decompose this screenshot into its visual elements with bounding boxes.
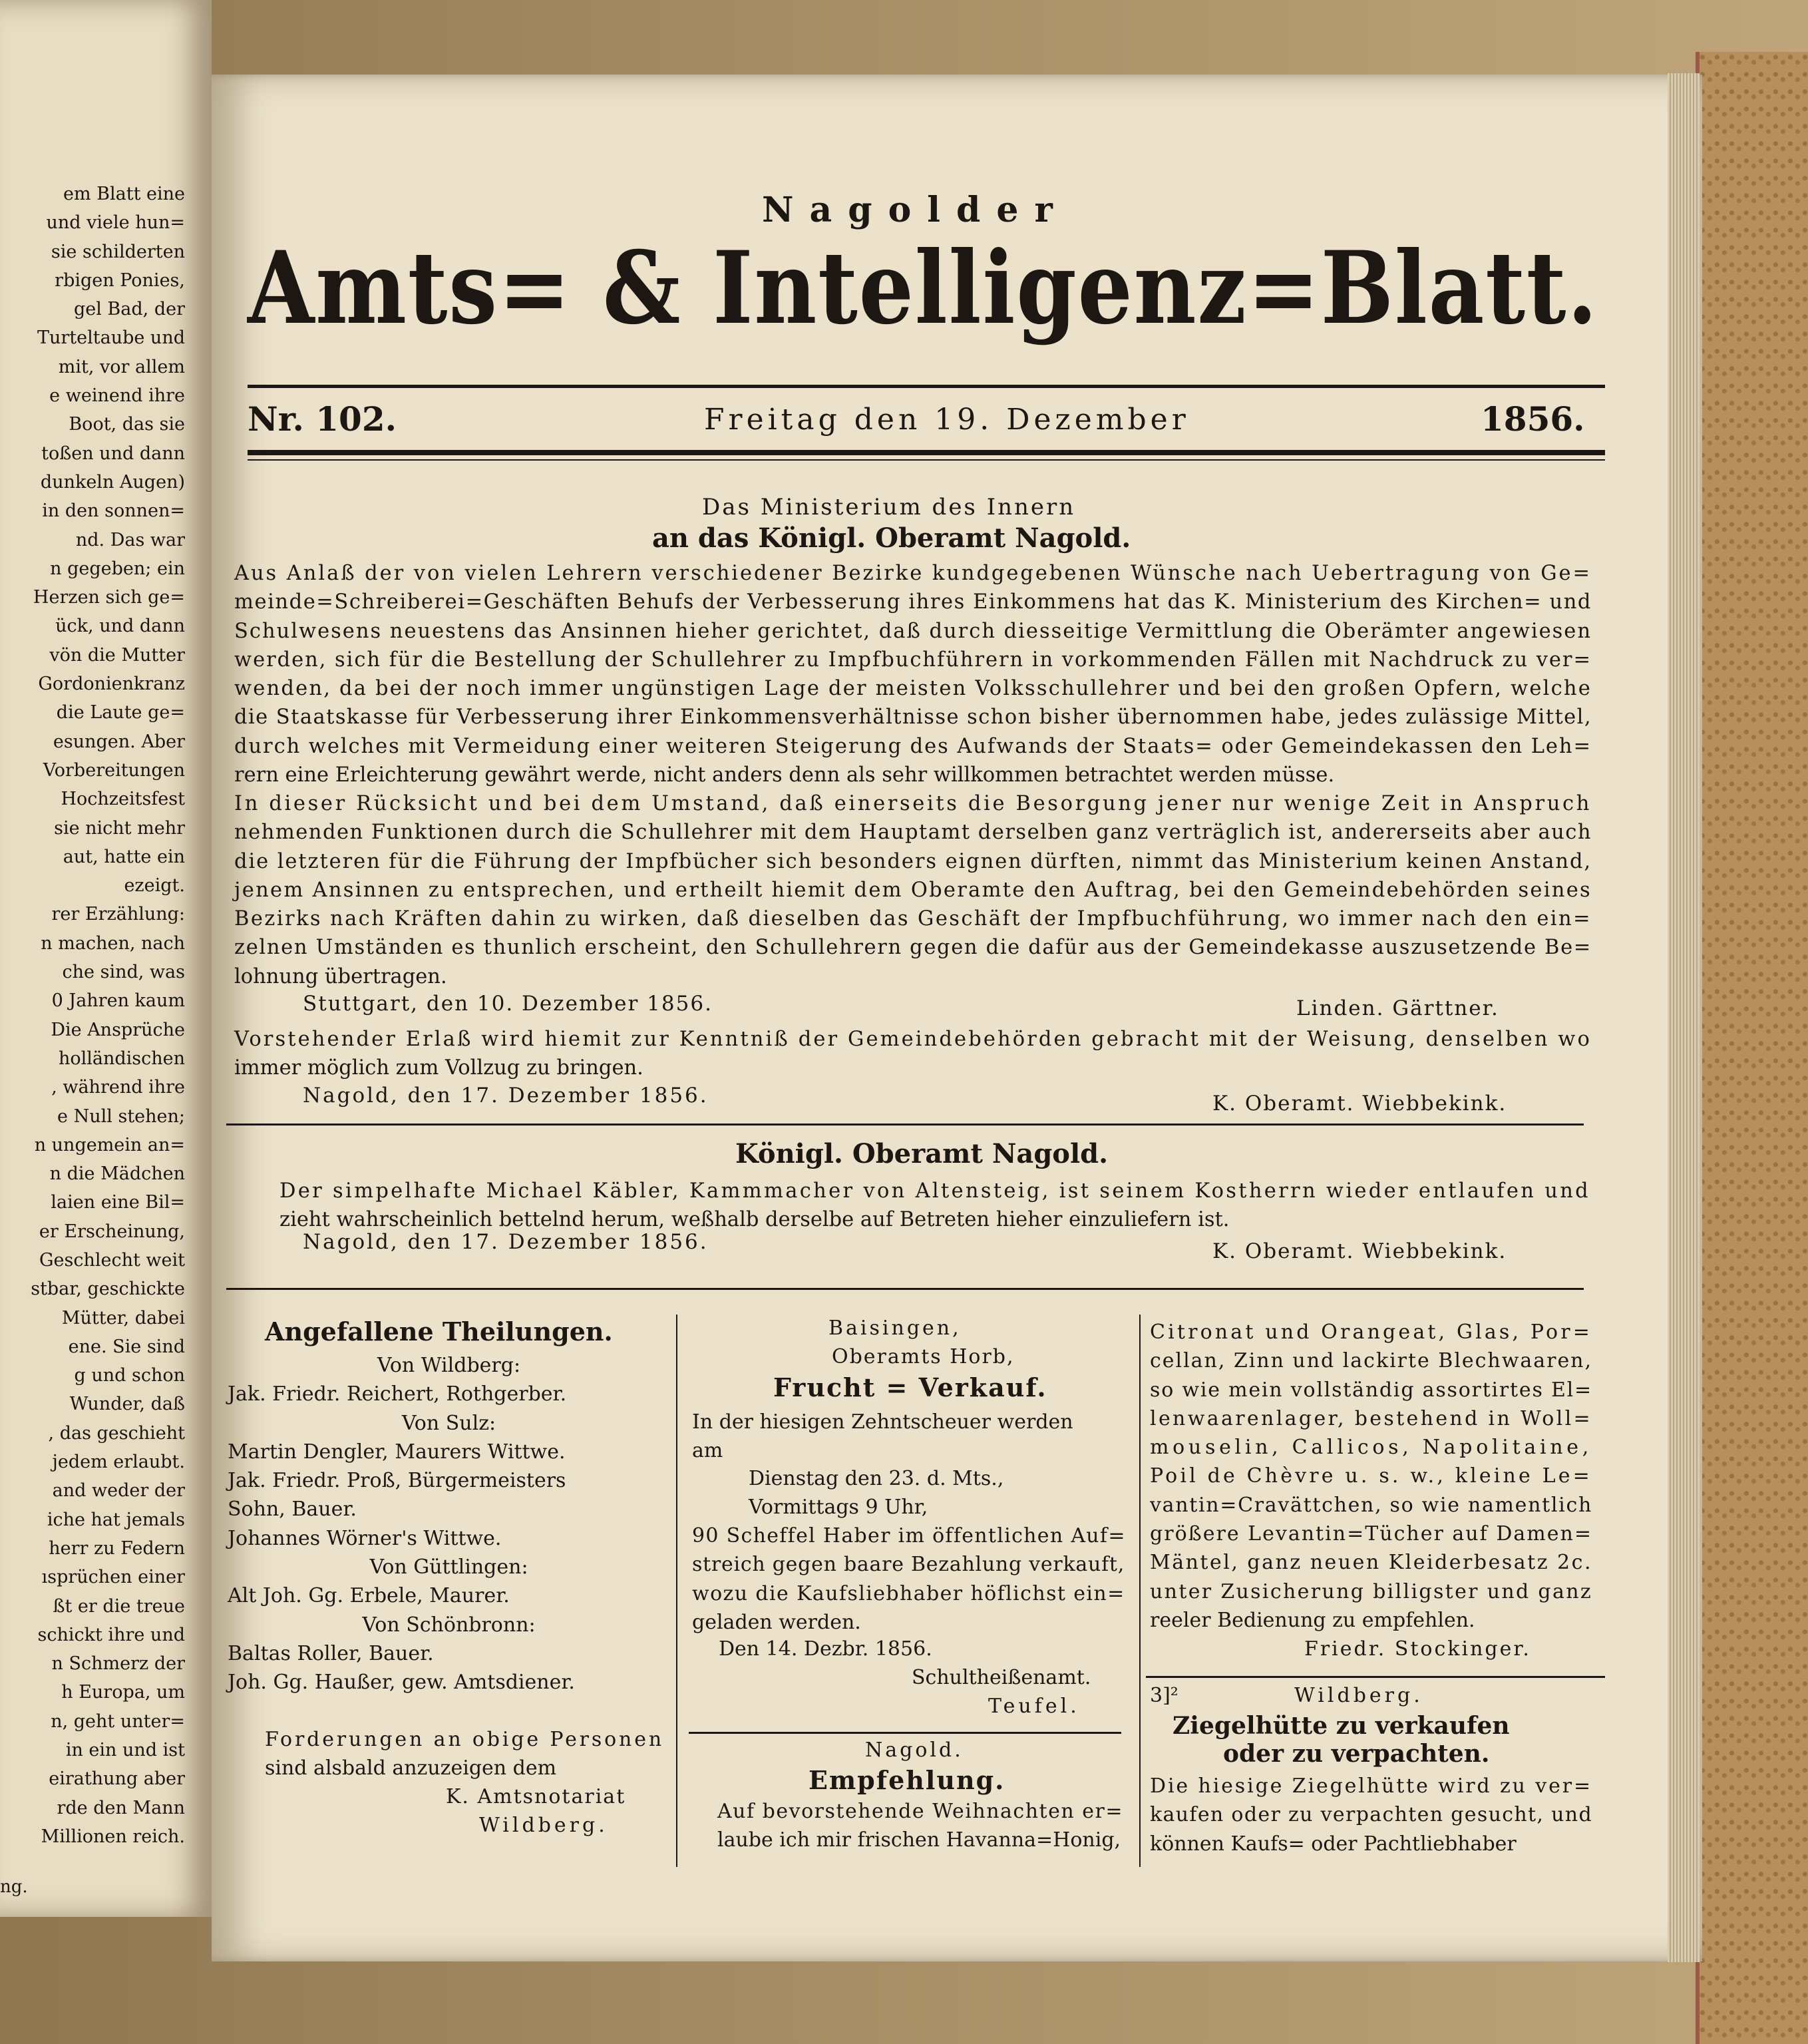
text-line: sind alsbald anzuzeigen dem <box>265 1756 557 1780</box>
text-line: iche hat jemals <box>47 1509 185 1530</box>
notice1-addendum-signature: K. Oberamt. Wiebbekink. <box>1212 1092 1507 1116</box>
text-line: rer Erzählung: <box>51 904 185 925</box>
list-item: Joh. Gg. Haußer, gew. Amtsdiener. <box>228 1671 575 1695</box>
text-line: laube ich mir frischen Havanna=Honig, <box>717 1828 1121 1852</box>
notice1-heading1: Das Ministerium des Innern <box>702 494 1076 520</box>
notice2-heading: Königl. Oberamt Nagold. <box>735 1138 1109 1169</box>
text-line: and weder der <box>52 1480 185 1502</box>
col3-ad-place: Wildberg. <box>1294 1684 1423 1707</box>
col2-ad2-place: Nagold. <box>865 1738 964 1762</box>
notice1-heading2: an das Königl. Oberamt Nagold. <box>652 522 1131 554</box>
list-item: Von Sulz: <box>401 1411 496 1435</box>
text-line: n, geht unter= <box>51 1711 185 1732</box>
notice2-place: Nagold, den 17. Dezember 1856. <box>303 1230 709 1254</box>
text-line: che sind, was <box>62 962 185 983</box>
text-line: aut, hatte ein <box>63 846 185 867</box>
text-line: durch welches mit Vermeidung einer weiteren Steigerung des Aufwands der Staats= oder Gemeindekassen den Leh= <box>234 734 1592 758</box>
left-page-text-column <box>0 180 185 1851</box>
text-line: Auf bevorstehende Weihnachten er= <box>717 1800 1123 1823</box>
text-line: und viele hun= <box>46 212 185 234</box>
text-line: dunkeln Augen) <box>40 471 185 493</box>
text-line: Turteltaube und <box>37 327 185 349</box>
col2-ad2-text <box>717 1797 1123 1855</box>
list-item: Sohn, Bauer. <box>228 1498 357 1522</box>
col1-closing <box>265 1725 664 1783</box>
text-line: ßt er die treue <box>53 1595 185 1617</box>
left-page <box>0 0 212 1917</box>
text-line: In der hiesigen Zehntscheuer werden <box>692 1410 1073 1434</box>
text-line: g und schon <box>74 1365 185 1386</box>
page-edges <box>1668 73 1700 1962</box>
text-line: die Laute ge= <box>56 702 185 723</box>
col2-text-c <box>692 1522 1126 1637</box>
text-line: kaufen oder zu verpachten gesucht, und <box>1150 1803 1592 1827</box>
list-item: Alt Joh. Gg. Erbele, Maurer. <box>228 1584 510 1608</box>
text-line: lenwaarenlager, bestehend in Woll= <box>1150 1406 1592 1430</box>
text-line: rde den Mann <box>57 1797 185 1818</box>
text-line: ısprüchen einer <box>41 1567 185 1588</box>
text-line: streich gegen baare Bezahlung verkauft, <box>692 1553 1125 1577</box>
notice2-signature: K. Oberamt. Wiebbekink. <box>1212 1239 1507 1263</box>
text-line: immer möglich zum Vollzug zu bringen. <box>234 1056 643 1080</box>
text-line: Hochzeitsfest <box>61 789 185 810</box>
col3-ad-text <box>1150 1772 1592 1858</box>
text-line: rern eine Erleichterung gewährt werde, nicht anders denn als sehr willkommen betrachtet werden müsse. <box>234 763 1335 787</box>
text-line: Wunder, daß <box>69 1394 185 1415</box>
text-line: Die hiesige Ziegelhütte wird zu ver= <box>1150 1774 1592 1798</box>
text-line: unter Zusicherung billigster und ganz <box>1150 1579 1592 1603</box>
text-line: ene. Sie sind <box>68 1336 185 1357</box>
text-line: können Kaufs= oder Pachtliebhaber <box>1150 1832 1517 1856</box>
text-line: zelnen Umständen es thunlich erscheint, den Schullehrern gegen die dafür aus der Gemeindekasse auszusetzende Be= <box>234 936 1592 960</box>
text-line: Citronat und Orangeat, Glas, Por= <box>1150 1321 1592 1344</box>
text-line: 90 Scheffel Haber im öffentlichen Auf= <box>692 1524 1126 1547</box>
text-line: n ungemein an= <box>34 1134 185 1155</box>
text-line: n die Mädchen <box>49 1163 185 1185</box>
text-line: stbar, geschickte <box>31 1279 185 1300</box>
text-line: schickt ihre und <box>37 1624 185 1645</box>
col3-divider <box>1146 1676 1605 1678</box>
list-item: Von Wildberg: <box>377 1354 521 1377</box>
text-line: Der simpelhafte Michael Käbler, Kammmacher von Altensteig, ist seinem Kostherrn wieder entlaufen und <box>279 1179 1590 1203</box>
text-line: Mütter, dabei <box>61 1307 185 1329</box>
col3-signature: Friedr. Stockinger. <box>1304 1637 1531 1661</box>
text-line: vantin=Cravättchen, so wie namentlich <box>1150 1493 1592 1517</box>
text-line: e weinend ihre <box>49 385 185 407</box>
text-line: in ein und ist <box>65 1740 185 1761</box>
col2-place: Baisingen, <box>828 1317 962 1340</box>
text-line: eirathung aber <box>49 1768 185 1790</box>
text-line: h Europa, um <box>61 1682 185 1703</box>
text-line: Dienstag den 23. d. Mts., <box>749 1467 1004 1490</box>
col3-ad-heading1: Ziegelhütte zu verkaufen <box>1173 1712 1510 1740</box>
text-line: ück, und dann <box>55 616 185 637</box>
text-line: die Staatskasse für Verbesserung ihrer Einkommensverhältnisse schon bisher übernommen habe, jedes zulässige Mittel, <box>234 706 1592 729</box>
list-item: Jak. Friedr. Proß, Bürgermeisters <box>228 1469 566 1493</box>
col2-subplace: Oberamts Horb, <box>832 1345 1015 1368</box>
text-line: vön die Mutter <box>49 644 185 666</box>
text-line: n Schmerz der <box>51 1653 185 1675</box>
col2-text-b <box>749 1464 1003 1522</box>
text-line: Forderungen an obige Personen <box>265 1728 664 1751</box>
notice1-paragraph2 <box>234 789 1592 991</box>
text-line: , das geschieht <box>48 1422 185 1444</box>
list-item: Martin Dengler, Maurers Wittwe. <box>228 1440 566 1464</box>
notice1-place-date: Stuttgart, den 10. Dezember 1856. <box>303 992 713 1016</box>
text-line: meinde=Schreiberei=Geschäften Behufs der Verbesserung ihres Einkommens hat das K. Ministerium des Kirchen= und <box>234 590 1592 614</box>
text-line: mit, vor allem <box>58 356 185 377</box>
column-rule-1 <box>676 1315 677 1867</box>
text-line: Poil de Chèvre u. s. w., kleine Le= <box>1150 1464 1592 1488</box>
text-line: gel Bad, der <box>73 299 185 320</box>
text-line: in den sonnen= <box>42 501 185 522</box>
text-line: sie nicht mehr <box>54 817 185 839</box>
text-line: Vormittags 9 Uhr, <box>749 1496 928 1520</box>
text-line: am <box>692 1439 723 1463</box>
text-line: wozu die Kaufsliebhaber höflichst ein= <box>692 1581 1125 1605</box>
text-line: Aus Anlaß der von vielen Lehrern verschiedener Bezirke kundgegebenen Wünsche nach Uebertragung von Ge= <box>234 562 1592 585</box>
col3-ad-mark: 3]² <box>1150 1684 1178 1707</box>
text-line: jenem Ansinnen zu entsprechen, und ertheilt hiemit dem Oberamte den Auftrag, bei den Gemeindebehörden seines <box>234 878 1592 902</box>
text-line: toßen und dann <box>41 443 185 464</box>
col1-heading: Angefallene Theilungen. <box>265 1317 613 1346</box>
list-item: Jak. Friedr. Reichert, Rothgerber. <box>228 1382 567 1406</box>
text-line: nd. Das war <box>75 529 185 550</box>
text-line: rbigen Ponies, <box>55 270 185 291</box>
col2-signature: Teufel. <box>988 1695 1080 1718</box>
notice1-divider <box>226 1124 1584 1125</box>
text-line: jedem erlaubt. <box>52 1452 185 1473</box>
text-line: holländischen <box>58 1048 185 1069</box>
text-line: , während ihre <box>51 1077 185 1098</box>
col2-divider <box>689 1732 1121 1734</box>
text-line: Mäntel, ganz neuen Kleiderbesatz 2c. <box>1150 1551 1592 1575</box>
text-line: 0 Jahren kaum <box>51 990 185 1012</box>
masthead-title: Amts= & Intelligenz=Blatt. <box>248 230 1598 347</box>
text-line: lohnung übertragen. <box>234 964 447 988</box>
text-line: mouselin, Callicos, Napolitaine, <box>1150 1436 1592 1460</box>
col2-date: Den 14. Dezbr. 1856. <box>719 1637 932 1661</box>
text-line: geladen werden. <box>692 1610 861 1634</box>
col2-text-a <box>692 1408 1073 1466</box>
text-line: esungen. Aber <box>53 731 185 752</box>
issue-year: 1856. <box>1481 399 1585 439</box>
col1-office-place: Wildberg. <box>479 1814 608 1837</box>
text-line: em Blatt eine <box>63 184 185 204</box>
notice1-signature: Linden. Gärttner. <box>1296 996 1499 1020</box>
left-page-footer: ng. <box>0 1877 28 1897</box>
notice2-text <box>279 1177 1590 1235</box>
text-line: so wie mein vollständig assortirtes El= <box>1150 1378 1592 1402</box>
issue-number: Nr. 102. <box>248 399 397 439</box>
notice1-addendum-place: Nagold, den 17. Dezember 1856. <box>303 1084 709 1108</box>
list-item: Von Schönbronn: <box>362 1613 536 1637</box>
text-line: nehmenden Funktionen durch die Schullehrer mit dem Hauptamt derselben ganz verträglich ist, andererseits aber auch <box>234 821 1592 845</box>
text-line: Vorstehender Erlaß wird hiemit zur Kenntniß der Gemeindebehörden gebracht mit der Weisung, denselben wo <box>234 1028 1592 1051</box>
notice1-addendum <box>234 1025 1592 1083</box>
col2-ad2-heading: Empfehlung. <box>809 1765 1005 1795</box>
list-item: Johannes Wörner's Wittwe. <box>228 1526 502 1550</box>
list-item: Von Güttlingen: <box>369 1555 528 1579</box>
column-rule-2 <box>1139 1315 1141 1867</box>
text-line: Vorbereitungen <box>43 759 185 781</box>
text-line: Millionen reich. <box>41 1826 185 1847</box>
text-line: herr zu Federn <box>49 1537 185 1559</box>
col2-office: Schultheißenamt. <box>912 1666 1091 1689</box>
masthead-rule-bottom <box>248 450 1605 455</box>
masthead-small-title: Nagolder <box>762 190 1069 230</box>
text-line: laien eine Bil= <box>51 1192 185 1213</box>
text-line: In dieser Rücksicht und bei dem Umstand, daß einerseits die Besorgung jener nur wenige Zeit in Anspruch <box>234 792 1592 815</box>
col1-list <box>228 1351 670 1697</box>
text-line: sie schilderten <box>51 241 185 262</box>
col3-text <box>1150 1318 1592 1635</box>
text-line: werden, sich für die Bestellung der Schullehrer zu Impfbuchführern in vorkommenden Fällen mit Nachdruck zu ver= <box>234 648 1592 672</box>
notice1-paragraph1 <box>234 559 1592 789</box>
masthead-rule-top <box>248 385 1605 388</box>
text-line: Bezirks nach Kräften dahin zu wirken, daß dieselben das Geschäft der Impfbuchführung, wo immer nach den ein= <box>234 907 1592 931</box>
col1-office: K. Amtsnotariat <box>446 1785 626 1808</box>
text-line: n machen, nach <box>41 932 185 954</box>
text-line: die letzteren für die Führung der Impfbücher sich besonders eignen dürften, nimmt das Ministerium keinen Anstand, <box>234 849 1592 873</box>
text-line: Gordonienkranz <box>38 674 185 695</box>
text-line: Schulwesens neuestens das Ansinnen hieher gerichtet, daß durch diesseitige Vermittlung die Oberämter angewiesen <box>234 619 1592 643</box>
notice2-divider <box>226 1288 1584 1290</box>
text-line: ezeigt. <box>124 875 185 897</box>
text-line: Boot, das sie <box>69 414 185 435</box>
text-line: Die Ansprüche <box>51 1019 185 1040</box>
text-line: Geschlecht weit <box>39 1249 185 1271</box>
text-line: größere Levantin=Tücher auf Damen= <box>1150 1522 1592 1546</box>
text-line: zieht wahrscheinlich bettelnd herum, weßhalb derselbe auf Betreten hieher einzuliefern ist. <box>279 1208 1230 1232</box>
text-line: e Null stehen; <box>57 1106 185 1127</box>
col3-ad-heading2: oder zu verpachten. <box>1223 1740 1490 1768</box>
issue-date: Freitag den 19. Dezember <box>704 403 1190 437</box>
text-line: wenden, da bei der noch immer ungünstigen Lage der meisten Volksschullehrer und bei den großen Opfern, welche <box>234 677 1592 701</box>
text-line: n gegeben; ein <box>50 558 185 579</box>
text-line: cellan, Zinn und lackirte Blechwaaren, <box>1150 1349 1592 1373</box>
col2-heading: Frucht = Verkauf. <box>773 1372 1047 1402</box>
masthead-rule-thin <box>248 459 1605 461</box>
text-line: reeler Bedienung zu empfehlen. <box>1150 1608 1475 1632</box>
text-line: er Erscheinung, <box>39 1221 185 1242</box>
list-item: Baltas Roller, Bauer. <box>228 1641 434 1665</box>
text-line: Herzen sich ge= <box>33 587 185 608</box>
book-cover-board <box>1696 52 1808 2044</box>
